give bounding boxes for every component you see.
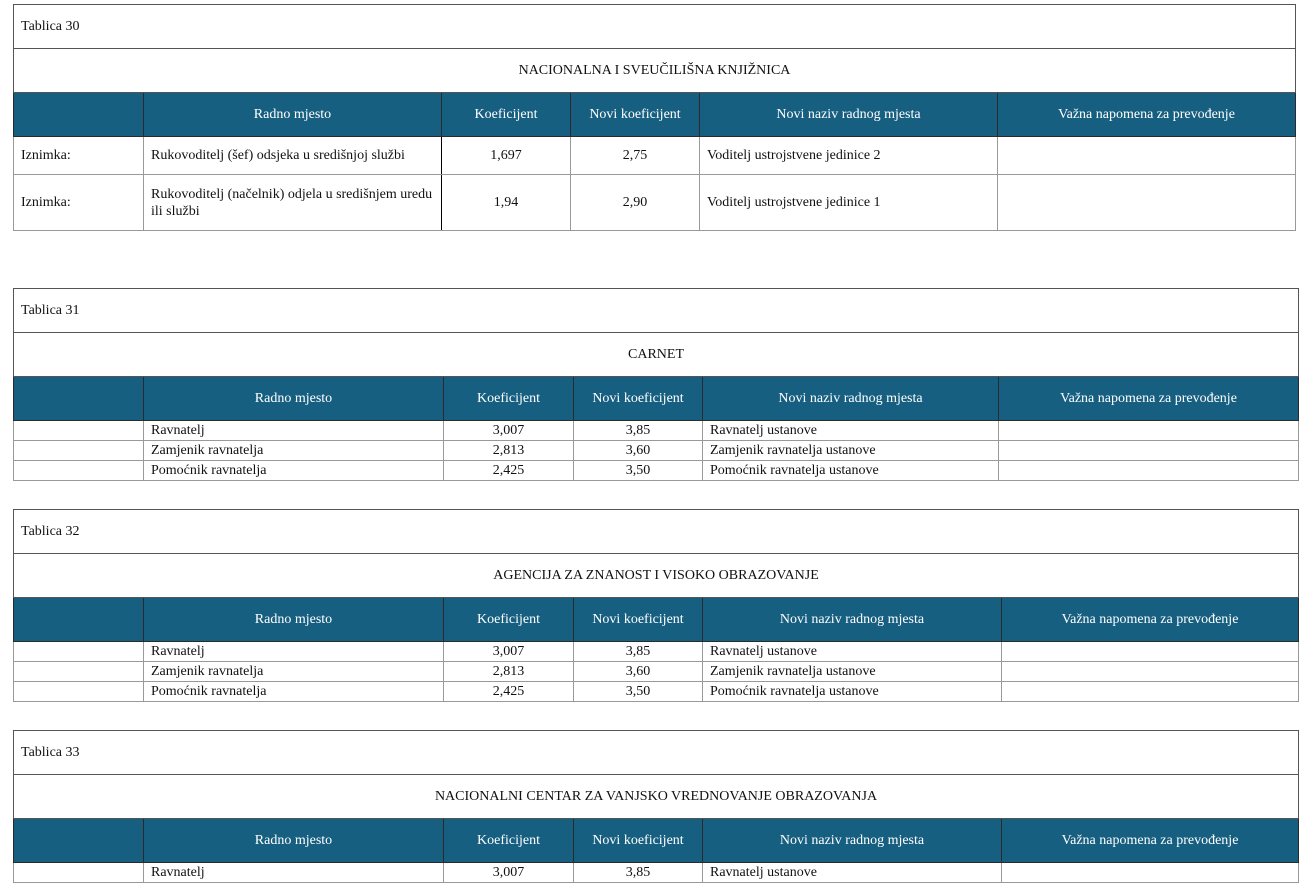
institution-name-row	[14, 554, 1299, 598]
column-header: Važna napomena za prevođenje	[999, 377, 1299, 421]
table-row	[14, 642, 1299, 662]
table-row	[14, 421, 1299, 441]
column-header: Koeficijent	[444, 598, 574, 642]
table-tablica-30	[13, 4, 1296, 231]
new-coefficient: 2,90	[571, 175, 700, 231]
translation-note	[999, 461, 1299, 481]
new-job-title: Pomoćnik ravnatelja ustanove	[703, 682, 1002, 702]
row-note	[14, 662, 144, 682]
row-note	[14, 863, 144, 883]
translation-note	[1002, 863, 1299, 883]
new-job-title: Ravnatelj ustanove	[703, 642, 1002, 662]
column-header: Novi koeficijent	[574, 819, 703, 863]
column-header	[14, 598, 144, 642]
new-job-title: Zamjenik ravnatelja ustanove	[703, 441, 999, 461]
job-title: Ravnatelj	[144, 642, 444, 662]
new-job-title: Zamjenik ravnatelja ustanove	[703, 662, 1002, 682]
column-header: Novi koeficijent	[571, 93, 700, 137]
institution-name: NACIONALNI CENTAR ZA VANJSKO VREDNOVANJE OBRAZOVANJA	[14, 775, 1299, 819]
table-tablica-33	[13, 730, 1299, 883]
table-row	[14, 175, 1296, 231]
header-row	[14, 93, 1296, 137]
job-title: Zamjenik ravnatelja	[144, 441, 444, 461]
table-label-row	[14, 510, 1299, 554]
institution-name: CARNET	[14, 333, 1299, 377]
table-label-row	[14, 289, 1299, 333]
coefficient: 2,425	[444, 461, 574, 481]
table-row	[14, 137, 1296, 175]
coefficient: 2,813	[444, 441, 574, 461]
institution-name: AGENCIJA ZA ZNANOST I VISOKO OBRAZOVANJE	[14, 554, 1299, 598]
table-row	[14, 441, 1299, 461]
new-coefficient: 3,60	[574, 441, 703, 461]
row-note	[14, 441, 144, 461]
column-header: Novi koeficijent	[574, 377, 703, 421]
column-header: Koeficijent	[444, 377, 574, 421]
table-label-row	[14, 5, 1296, 49]
column-header: Novi koeficijent	[574, 598, 703, 642]
new-coefficient: 3,85	[574, 863, 703, 883]
translation-note	[1002, 642, 1299, 662]
row-note	[14, 682, 144, 702]
row-note: Iznimka:	[14, 175, 144, 231]
column-header: Radno mjesto	[144, 819, 444, 863]
table-tablica-31	[13, 288, 1299, 481]
translation-note	[998, 137, 1296, 175]
coefficient: 2,425	[444, 682, 574, 702]
job-title: Ravnatelj	[144, 863, 444, 883]
column-header: Novi naziv radnog mjesta	[703, 377, 999, 421]
table-row	[14, 682, 1299, 702]
column-header: Važna napomena za prevođenje	[1002, 819, 1299, 863]
new-coefficient: 3,85	[574, 642, 703, 662]
table-label: Tablica 30	[14, 5, 1296, 49]
new-coefficient: 3,60	[574, 662, 703, 682]
translation-note	[1002, 662, 1299, 682]
column-header: Novi naziv radnog mjesta	[700, 93, 998, 137]
column-header: Koeficijent	[444, 819, 574, 863]
coefficient: 1,94	[442, 175, 571, 231]
job-title: Rukovoditelj (načelnik) odjela u središnjem uredu ili službi	[144, 175, 442, 231]
job-title: Pomoćnik ravnatelja	[144, 461, 444, 481]
job-title: Pomoćnik ravnatelja	[144, 682, 444, 702]
table-label: Tablica 32	[14, 510, 1299, 554]
header-row	[14, 598, 1299, 642]
column-header: Koeficijent	[442, 93, 571, 137]
coefficient: 2,813	[444, 662, 574, 682]
institution-name-row	[14, 775, 1299, 819]
column-header: Radno mjesto	[144, 598, 444, 642]
new-job-title: Ravnatelj ustanove	[703, 863, 1002, 883]
institution-name: NACIONALNA I SVEUČILIŠNA KNJIŽNICA	[14, 49, 1296, 93]
new-coefficient: 3,50	[574, 461, 703, 481]
row-note	[14, 461, 144, 481]
row-note	[14, 421, 144, 441]
table-label: Tablica 33	[14, 731, 1299, 775]
table-label: Tablica 31	[14, 289, 1299, 333]
header-row	[14, 377, 1299, 421]
table-row	[14, 863, 1299, 883]
institution-name-row	[14, 333, 1299, 377]
new-job-title: Ravnatelj ustanove	[703, 421, 999, 441]
table-tablica-32	[13, 509, 1299, 702]
translation-note	[999, 441, 1299, 461]
table-row	[14, 461, 1299, 481]
column-header	[14, 377, 144, 421]
new-coefficient: 3,50	[574, 682, 703, 702]
translation-note	[998, 175, 1296, 231]
coefficient: 3,007	[444, 421, 574, 441]
coefficient: 3,007	[444, 642, 574, 662]
column-header	[14, 93, 144, 137]
column-header: Novi naziv radnog mjesta	[703, 819, 1002, 863]
column-header: Novi naziv radnog mjesta	[703, 598, 1002, 642]
translation-note	[1002, 682, 1299, 702]
table-row	[14, 662, 1299, 682]
column-header	[14, 819, 144, 863]
column-header: Radno mjesto	[144, 93, 442, 137]
coefficient: 1,697	[442, 137, 571, 175]
job-title: Zamjenik ravnatelja	[144, 662, 444, 682]
institution-name-row	[14, 49, 1296, 93]
job-title: Ravnatelj	[144, 421, 444, 441]
new-coefficient: 3,85	[574, 421, 703, 441]
new-job-title: Voditelj ustrojstvene jedinice 1	[700, 175, 998, 231]
translation-note	[999, 421, 1299, 441]
new-job-title: Voditelj ustrojstvene jedinice 2	[700, 137, 998, 175]
new-coefficient: 2,75	[571, 137, 700, 175]
column-header: Važna napomena za prevođenje	[1002, 598, 1299, 642]
header-row	[14, 819, 1299, 863]
row-note	[14, 642, 144, 662]
column-header: Važna napomena za prevođenje	[998, 93, 1296, 137]
job-title: Rukovoditelj (šef) odsjeka u središnjoj službi	[144, 137, 442, 175]
column-header: Radno mjesto	[144, 377, 444, 421]
new-job-title: Pomoćnik ravnatelja ustanove	[703, 461, 999, 481]
coefficient: 3,007	[444, 863, 574, 883]
table-label-row	[14, 731, 1299, 775]
row-note: Iznimka:	[14, 137, 144, 175]
